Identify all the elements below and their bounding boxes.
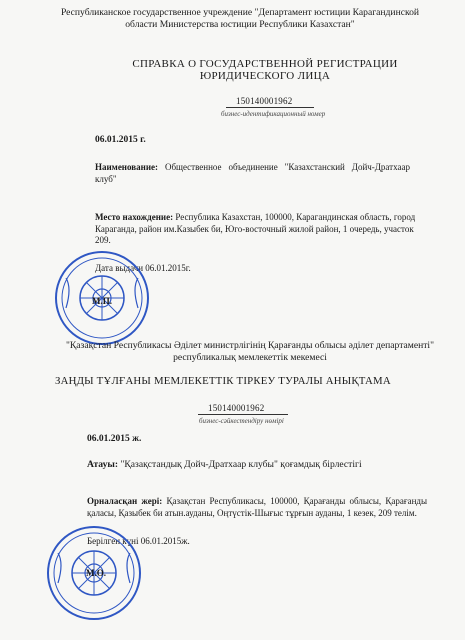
- ru-name-value: Общественное объединение "Казахстанский Дойч-Дратхаар клуб": [95, 162, 410, 184]
- kk-name-row: [87, 459, 362, 471]
- ru-issue-date: Дата выдачи 06.01.2015г.: [95, 263, 191, 273]
- kk-mp: М.О.: [86, 568, 106, 578]
- ru-title-line2: ЮРИДИЧЕСКОГО ЛИЦА: [199, 70, 331, 82]
- ru-bin-caption: бизнес-идентификационный номер: [221, 110, 326, 118]
- ru-location-label: Место нахождение:: [95, 212, 174, 222]
- ru-bin-underline: [226, 107, 314, 108]
- ru-name-row: [95, 162, 410, 185]
- ru-mp: М.П.: [92, 296, 112, 306]
- kk-location-value: Қазақстан Республикасы, 100000, Қарағанды облысы, Қарағанды қаласы, Қазыбек би атын.ауданы, Оңтүстік-Шығыс тұрғын ауданы, 1 кезек, 209 телім.: [87, 496, 428, 518]
- ru-date: 06.01.2015 г.: [95, 135, 146, 145]
- kk-bin-underline: [198, 414, 288, 415]
- kk-name-value: "Қазақстандық Дойч-Дратхаар клубы" қоғамдық бірлестігі: [120, 459, 362, 470]
- kk-bin-caption: бизнес-сәйкестендіру нөмірі: [199, 417, 284, 425]
- ru-location-value: Республика Казахстан, 100000, Карагандинская область, город Караганда, район им.Казыбек би, Юго-восточный жилой район, 1 очередь, участок 209.: [95, 212, 416, 245]
- ru-name-label: Наименование:: [95, 162, 158, 172]
- ru-title: [100, 58, 430, 82]
- ru-header: Республиканское государственное учреждение "Департамент юстиции Карагандинской области Министерства юстиции Республики Казахстан": [60, 7, 420, 30]
- kk-bin-number: 150140001962: [208, 403, 265, 413]
- kk-issue-date: Берілген күні 06.01.2015ж.: [87, 536, 190, 546]
- kk-location-row: [87, 496, 427, 519]
- kk-title: ЗАҢДЫ ТҰЛҒАНЫ МЕМЛЕКЕТТІК ТІРКЕУ ТУРАЛЫ АНЫҚТАМА: [55, 375, 391, 387]
- ru-bin-number: 150140001962: [236, 96, 293, 106]
- kk-header: "Қазақстан Республикасы Әділет министрлігінің Қарағанды облысы әділет департаменті" республикалық мемлекеттік мекемесі: [65, 340, 435, 363]
- ru-location-row: [95, 212, 425, 247]
- ru-title-line1: СПРАВКА О ГОСУДАРСТВЕННОЙ РЕГИСТРАЦИИ: [132, 58, 398, 70]
- kk-location-label: Орналасқан жері:: [87, 496, 163, 506]
- kk-date: 06.01.2015 ж.: [87, 434, 142, 444]
- kk-name-label: Атауы:: [87, 459, 119, 470]
